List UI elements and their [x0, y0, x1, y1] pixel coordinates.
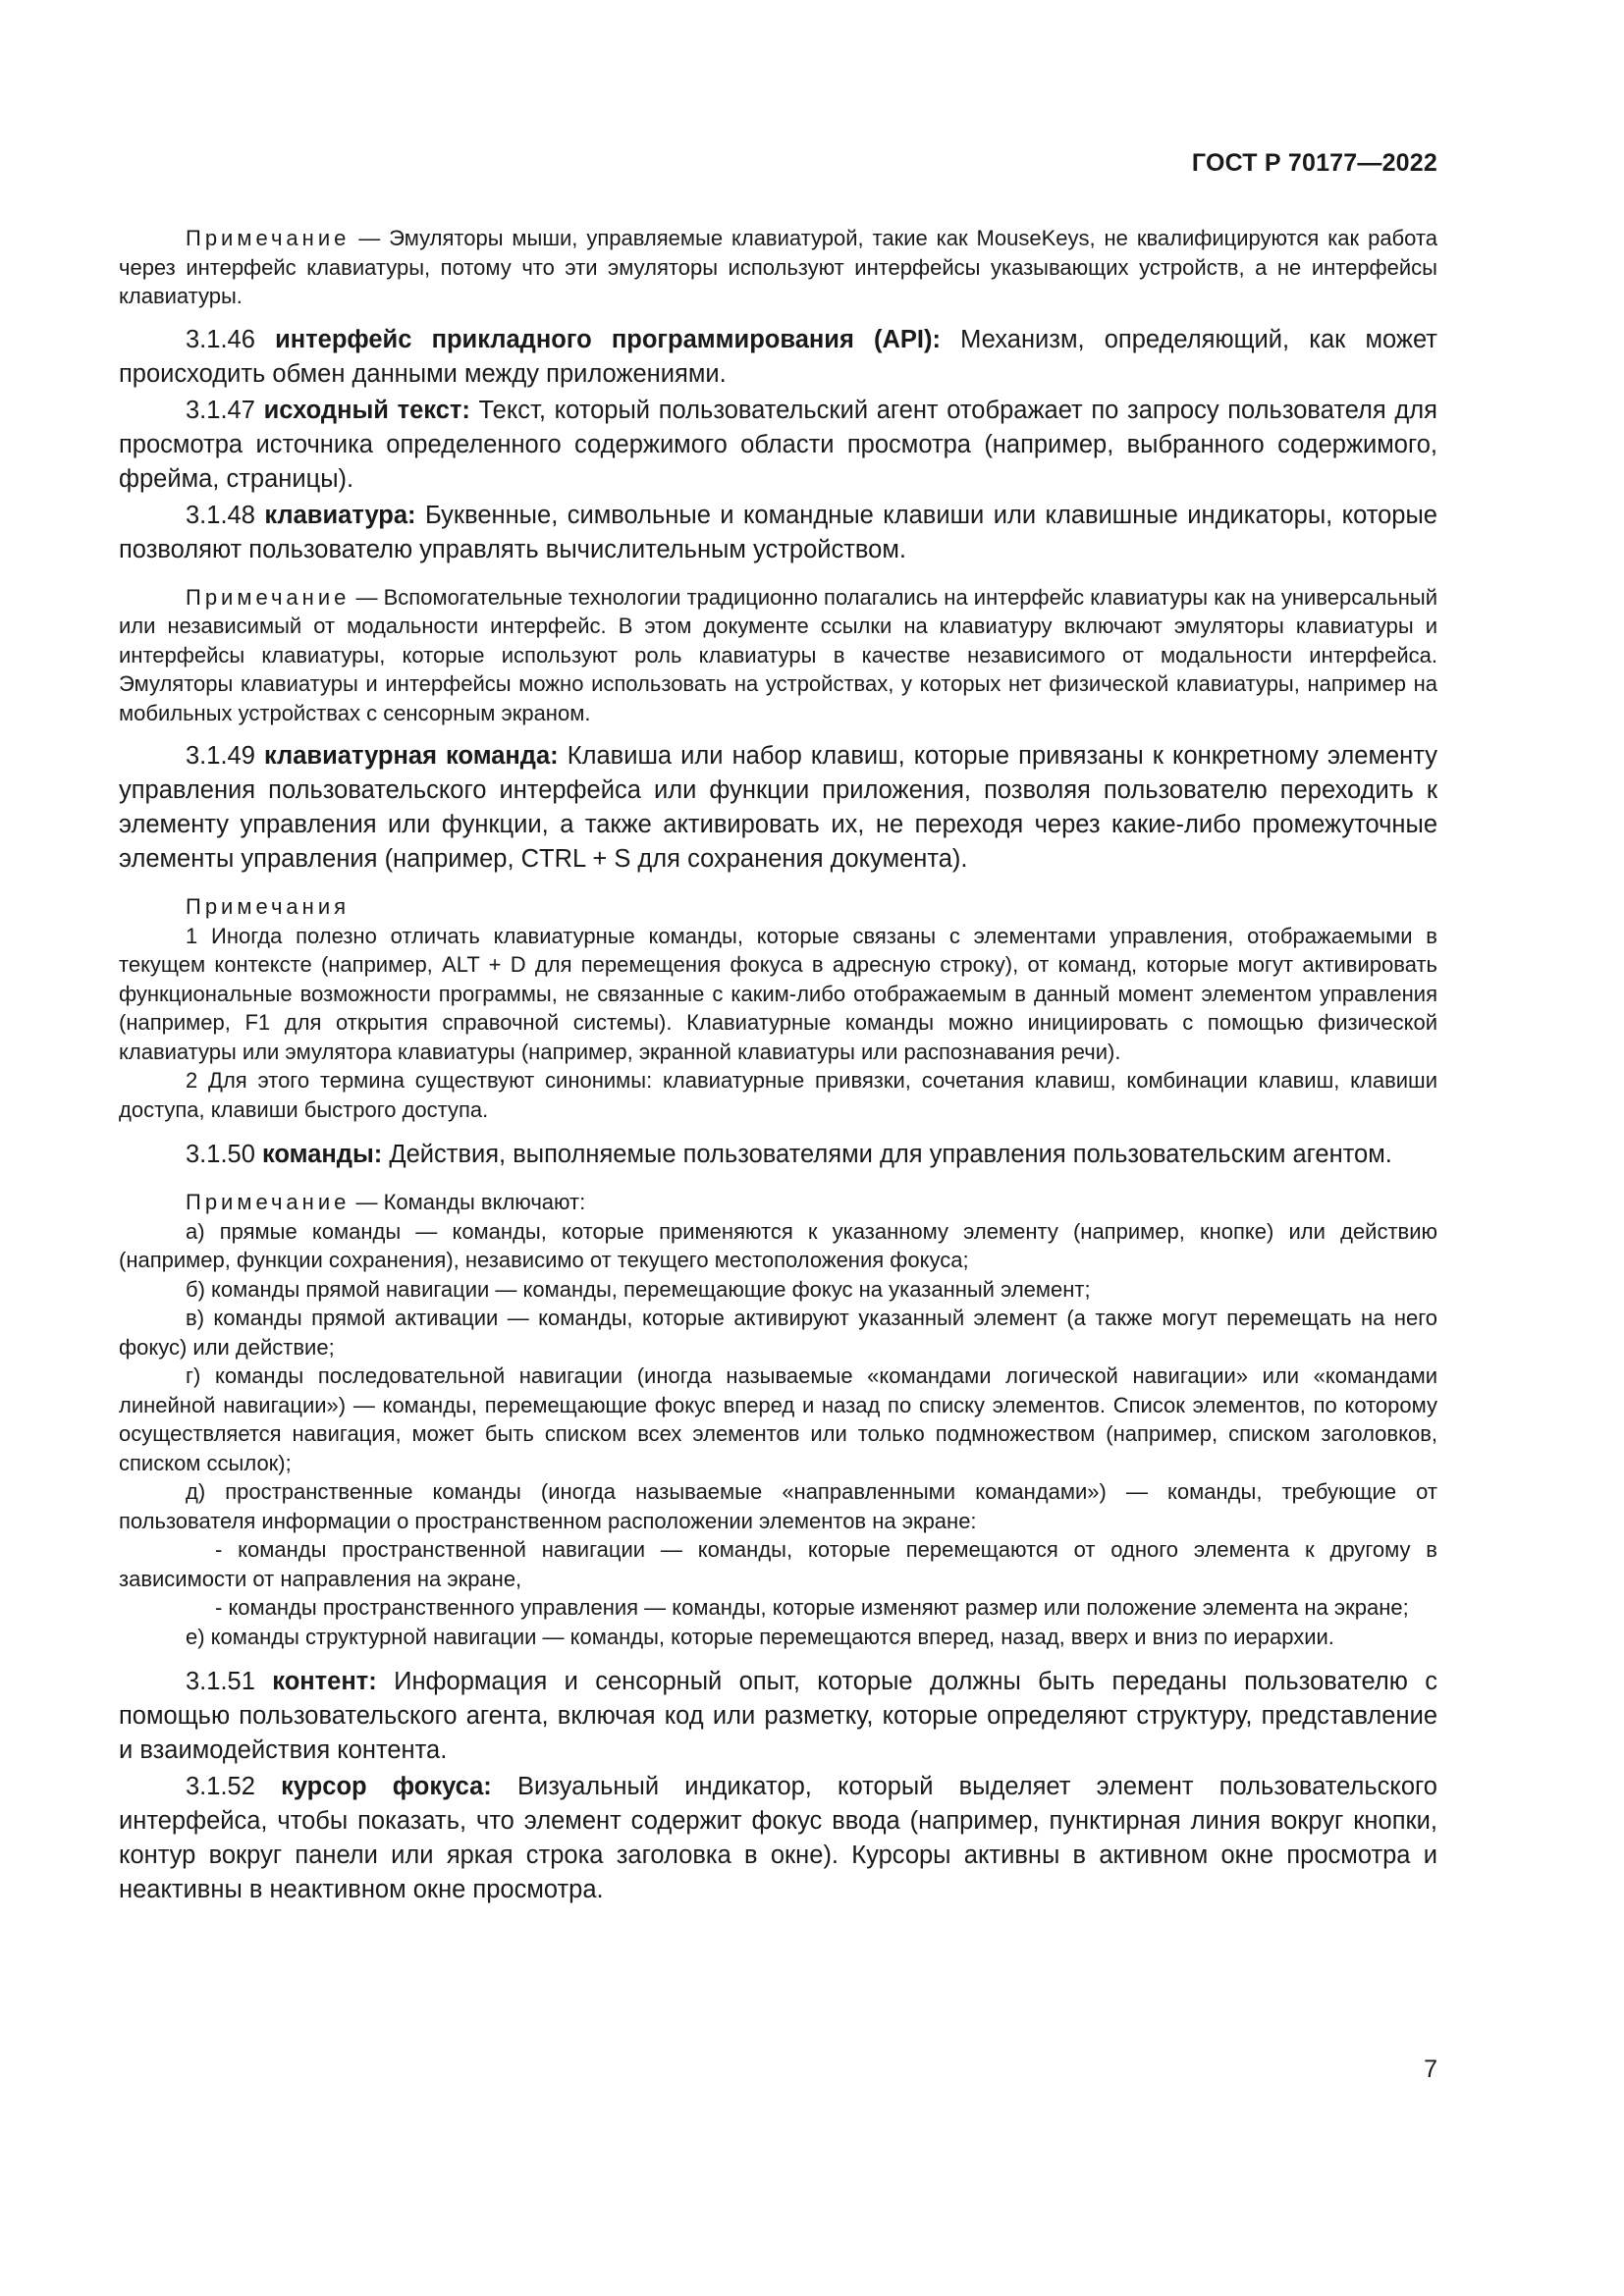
note-text: — Команды включают:: [355, 1190, 586, 1214]
list-subitem: - команды пространственной навигации — команды, которые перемещаются от одного элемента к другому в зависимости от направления на экране,: [119, 1537, 1437, 1591]
list-subitem: - команды пространственного управления — команды, которые изменяют размер или положение элемента на экране;: [215, 1595, 1409, 1620]
note-text: — Эмуляторы мыши, управляемые клавиатурой, такие как MouseKeys, не квалифицируются как работа через интерфейс клавиатуры, потому что эти эмуляторы используют интерфейсы указывающих устройств, а не интерфейсы клавиатуры.: [119, 226, 1437, 308]
clause-3-1-52: [119, 1770, 1437, 1907]
page-number: 7: [1424, 2056, 1437, 2083]
clause-term: контент:: [272, 1668, 377, 1695]
note-keyboard: [119, 583, 1437, 728]
note-text: — Вспомогательные технологии традиционно полагались на интерфейс клавиатуры как на универсальный или независимый от модальности интерфейс. В этом документе ссылки на клавиатуру включают эмуляторы клавиатуры и интерфейсы клавиатуры, которые используют роль клавиатуры в качестве независимого от модальности интерфейса. Эмуляторы клавиатуры и интерфейсы можно использовать на устройствах, у которых нет физической клавиатуры, например на мобильных устройствах с сенсорным экраном.: [119, 584, 1437, 725]
note-label: Примечание: [186, 226, 351, 250]
clause-number: 3.1.48: [186, 501, 255, 529]
list-item: в) команды прямой активации — команды, которые активируют указанный элемент (а также могут перемещать на него фокус) или действие;: [119, 1306, 1437, 1360]
clause-term: клавиатура:: [264, 501, 416, 529]
clause-number: 3.1.51: [186, 1668, 255, 1695]
clause-definition: Действия, выполняемые пользователями для управления пользовательским агентом.: [389, 1141, 1392, 1168]
clause-number: 3.1.46: [186, 325, 255, 353]
clause-definition: Визуальный индикатор, который выделяет элемент пользовательского интерфейса, чтобы показать, что элемент содержит фокус ввода (например, пунктирная линия вокруг кнопки, контур вокруг панели или яркая строка заголовка в окне). Курсоры активны в активном окне просмотра и неактивны в неактивном окне просмотра.: [119, 1773, 1437, 1903]
note-mouse-emulators: [119, 224, 1437, 311]
clause-term: курсор фокуса:: [281, 1773, 492, 1800]
clause-definition: Текст, который пользовательский агент отображает по запросу пользователя для просмотра источника определенного содержимого области просмотра (например, выбранного содержимого, фрейма, страницы).: [119, 396, 1437, 493]
document-body: [119, 224, 1437, 1909]
clause-3-1-46: [119, 323, 1437, 392]
clause-3-1-49: [119, 739, 1437, 877]
clause-number: 3.1.47: [186, 396, 255, 424]
notes-label-keyboard-command: [119, 892, 1437, 922]
clause-term: клавиатурная команда:: [263, 742, 559, 770]
clause-term: команды:: [262, 1141, 383, 1168]
list-item: г) команды последовательной навигации (иногда называемые «командами логической навигации» или «командами линейной навигации») — команды, перемещающие фокус вперед и назад по списку элементов. Список элементов, по которому осуществляется навигация, может быть списком всех элементов или только подмножеством (например, списком заголовков, списком ссылок);: [119, 1363, 1437, 1475]
clause-3-1-47: [119, 394, 1437, 497]
clause-term: исходный текст:: [263, 396, 470, 424]
clause-number: 3.1.52: [186, 1773, 255, 1800]
clause-3-1-51: [119, 1665, 1437, 1768]
list-item: а) прямые команды — команды, которые применяются к указанному элементу (например, кнопке) или действию (например, функции сохранения), независимо от текущего местоположения фокуса;: [119, 1218, 1437, 1272]
document-header: ГОСТ Р 70177—2022: [1191, 149, 1437, 177]
clause-term: интерфейс прикладного программирования (API):: [275, 325, 941, 353]
clause-3-1-48: [119, 499, 1437, 567]
clause-definition: Информация и сенсорный опыт, которые должны быть переданы пользователю с помощью пользовательского агента, включая код или разметку, которые определяют структуру, представление и взаимодействия контента.: [119, 1668, 1437, 1764]
clause-definition: Буквенные, символьные и командные клавиши или клавишные индикаторы, которые позволяют пользователю управлять вычислительным устройством.: [119, 501, 1437, 563]
note-commands: [119, 1188, 1437, 1217]
note-item: 1 Иногда полезно отличать клавиатурные команды, которые связаны с элементами управления, отображаемыми в текущем контексте (например, ALT + D для перемещения фокуса в адресную строку), от команд, которые могут активировать функциональные возможности программы, не связанные с каким-либо отображаемым в данный момент элементом управления (например, F1 для открытия справочной системы). Клавиатурные команды можно инициировать с помощью физической клавиатуры или эмулятора клавиатуры (например, экранной клавиатуры или распознавания речи).: [119, 923, 1437, 1064]
note-label: Примечание: [186, 1190, 351, 1214]
note-label: Примечание: [186, 584, 351, 610]
notes-label: Примечания: [186, 894, 351, 919]
clause-definition: Механизм, определяющий, как может происходить обмен данными между приложениями.: [119, 325, 1437, 388]
clause-definition: Клавиша или набор клавиш, которые привязаны к конкретному элементу управления пользовательского интерфейса или функции приложения, позволяя пользователю переходить к элементу управления или функции, а также активировать их, не переходя через какие-либо промежуточные элементы управления (например, CTRL + S для сохранения документа).: [119, 742, 1437, 873]
list-item: д) пространственные команды (иногда называемые «направленными командами») — команды, требующие от пользователя информации о пространственном расположении элементов на экране:: [119, 1479, 1437, 1533]
list-item: е) команды структурной навигации — команды, которые перемещаются вперед, назад, вверх и вниз по иерархии.: [186, 1624, 1334, 1649]
clause-number: 3.1.50: [186, 1141, 255, 1168]
list-item: б) команды прямой навигации — команды, перемещающие фокус на указанный элемент;: [186, 1276, 1091, 1302]
clause-3-1-50: [119, 1138, 1437, 1172]
note-item: 2 Для этого термина существуют синонимы: клавиатурные привязки, сочетания клавиш, комбинации клавиш, клавиши доступа, клавиши быстрого доступа.: [119, 1068, 1437, 1122]
clause-number: 3.1.49: [186, 742, 255, 770]
